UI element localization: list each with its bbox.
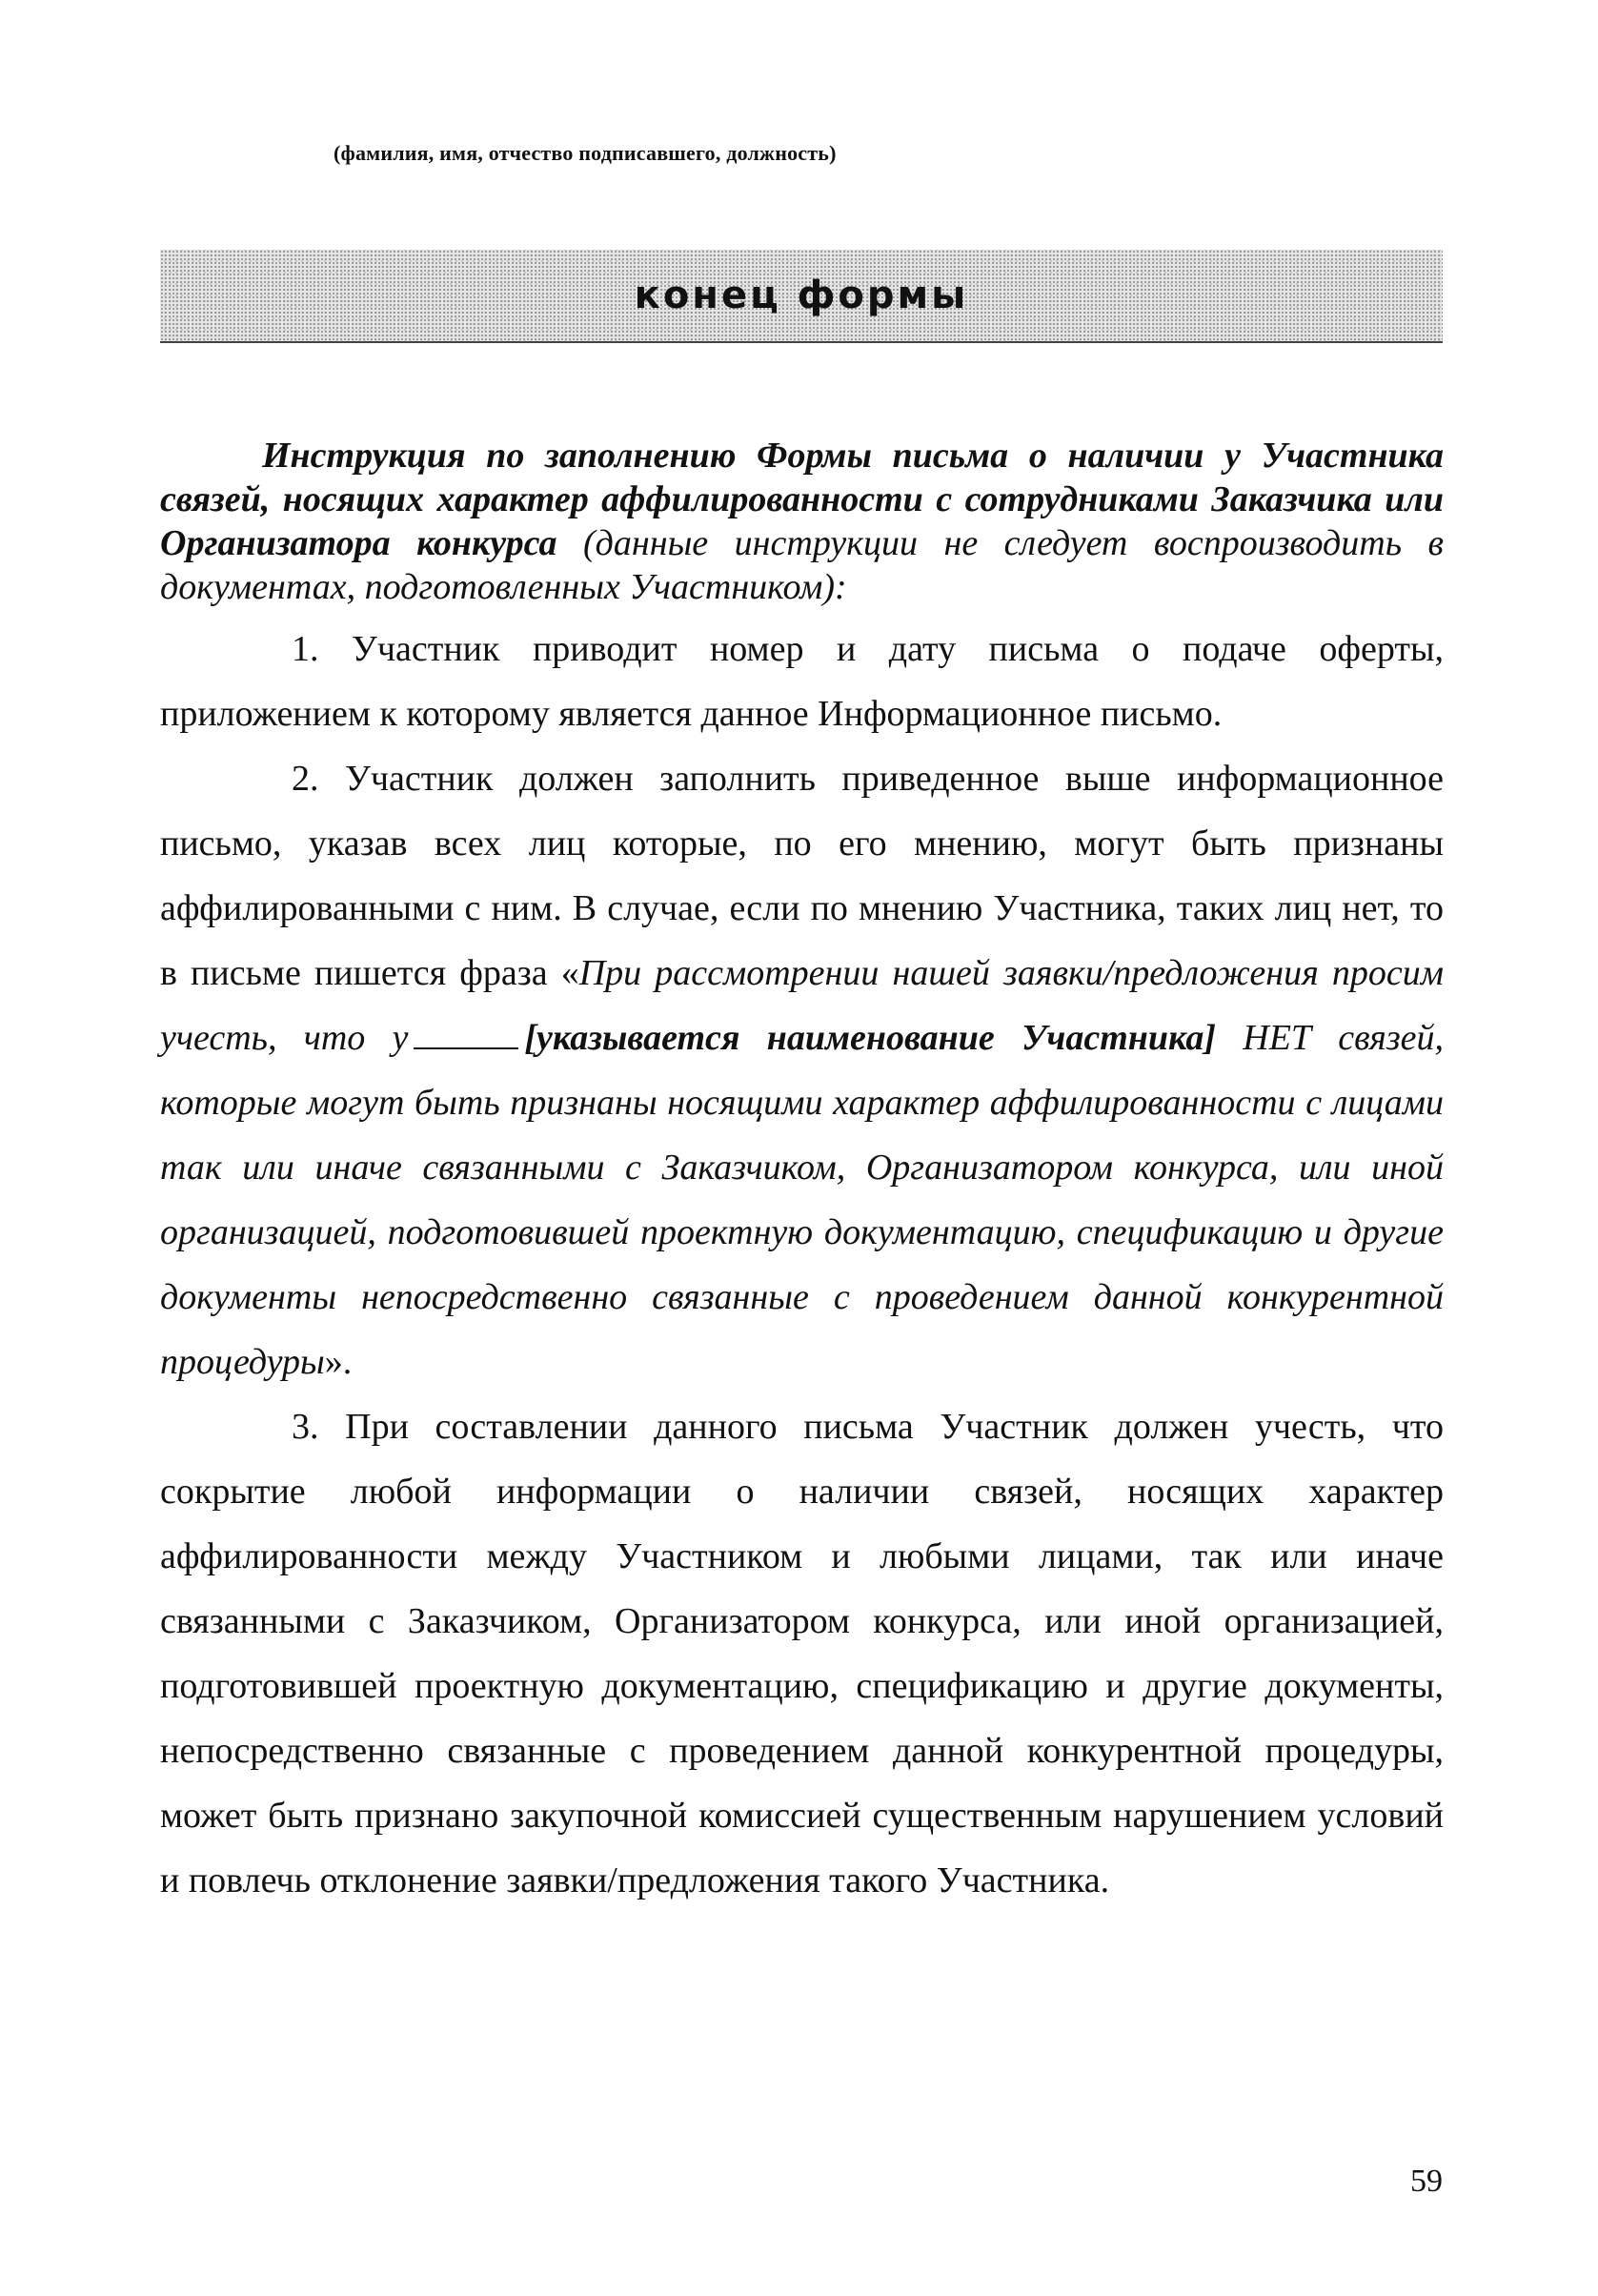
quote-close: ». xyxy=(324,1342,353,1382)
end-of-form-label: конец формы xyxy=(634,274,969,317)
quote-end: НЕТ связей, которые могут быть признаны носящими характер аффилированности с лицами так или иначе связанными с Заказчиком, Организатором конкурса, или иной организацией, подготовившей проектную документацию, спецификацию и другие документы непосредственно связанные с проведением данной конкурентной процедуры xyxy=(160,1018,1445,1382)
item-number: 2. xyxy=(292,759,319,799)
item-number: 1. xyxy=(292,629,319,669)
blank-line xyxy=(414,1025,518,1049)
instructions-body xyxy=(160,434,1444,1913)
instruction-heading-note: (данные инструкции не следует воспроизводить в документах, подготовленных Участником): xyxy=(160,523,1445,607)
end-of-form-banner xyxy=(160,250,1443,343)
instruction-heading-bold: Инструкция по заполнению Формы письма о наличии у Участника связей, носящих характер аффилированности с сотрудниками Заказчика или Организатора конкурса xyxy=(160,436,1444,563)
page-number: 59 xyxy=(1410,2164,1443,2199)
participant-name-placeholder: [указывается наименование Участника] xyxy=(524,1018,1217,1058)
item-text: Участник должен заполнить приведенное выше информационное письмо, указав всех лиц которые, по его мнению, могут быть признаны аффилированными с ним. В случае, если по мнению Участника, таких лиц нет, то в письме пишется фраза « xyxy=(160,759,1444,993)
item-number: 3. xyxy=(292,1407,319,1447)
quote-start: При рассмотрении нашей заявки/предложения просим учесть, что у xyxy=(160,953,1444,1058)
instruction-heading xyxy=(160,434,1444,609)
item-text: Участник приводит номер и дату письма о подаче оферты, приложением к которому является данное Информационное письмо. xyxy=(160,629,1445,734)
item-text: При составлении данного письма Участник должен учесть, что сокрытие любой информации о наличии связей, носящих характер аффилированности между Участником и любыми лицами, так или иначе связанными с Заказчиком, Организатором конкурса, или иной организацией, подготовившей проектную документацию, спецификацию и другие документы, непосредственно связанные с проведением данной конкурентной процедуры, может быть признано закупочной комиссией существенным нарушением условий и повлечь отклонение заявки/предложения такого Участника. xyxy=(160,1407,1444,1900)
instruction-item-3 xyxy=(160,1394,1444,1913)
signature-caption: (фамилия, имя, отчество подписавшего, должность) xyxy=(334,141,837,165)
instruction-item-2 xyxy=(160,746,1444,1394)
instruction-item-1 xyxy=(160,617,1444,746)
